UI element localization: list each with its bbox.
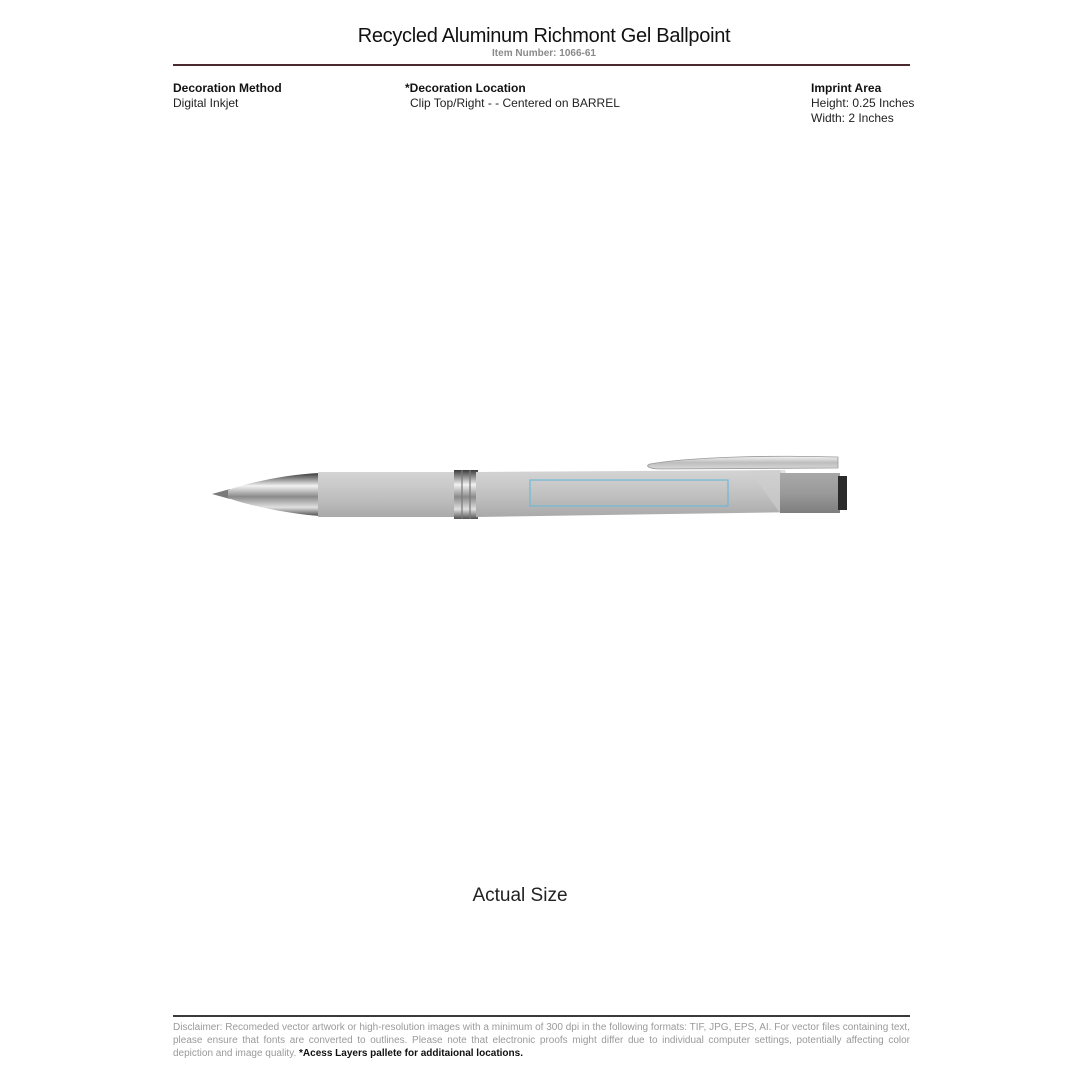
disclaimer-text: Disclaimer: Recomeded vector artwork or high-resolution images with a minimum of 300 dpi in the following formats: TIF, JPG, EPS, AI. For vector files containing text, please ensure that fonts are converted to outlines. Please note that electronic proofs might differ due to individual computer settings, potentially affecting color depiction and image quality. (173, 1022, 910, 1059)
header-divider (173, 64, 910, 66)
footer-divider (173, 1015, 910, 1017)
pen-image (210, 452, 850, 522)
decoration-location-label: *Decoration Location (405, 81, 526, 95)
imprint-area-label: Imprint Area (811, 81, 882, 95)
pen-lower-barrel (318, 472, 456, 517)
product-title: Recycled Aluminum Richmont Gel Ballpoint (357, 25, 731, 47)
decoration-location-section (405, 81, 620, 111)
item-number: Item Number: 1066-61 (492, 48, 596, 59)
decoration-method-value: Digital Inkjet (173, 96, 239, 110)
actual-size-caption: Actual Size (472, 885, 568, 906)
decoration-location-value: Clip Top/Right - - Centered on BARREL (410, 96, 620, 110)
pen-end-cap (780, 473, 840, 513)
pen-upper-barrel (476, 470, 802, 517)
imprint-width: Width: 2 Inches (811, 111, 894, 125)
pen-clip (648, 456, 838, 469)
pen-center-ring (454, 470, 478, 519)
decoration-method-label: Decoration Method (173, 81, 282, 95)
pen-tip (212, 489, 230, 499)
pen-chrome-cone (228, 473, 320, 516)
layers-note: *Acess Layers pallete for additaional locations. (299, 1048, 523, 1059)
imprint-area-section (811, 81, 914, 126)
imprint-height: Height: 0.25 Inches (811, 96, 915, 110)
disclaimer (173, 1021, 910, 1060)
pen-plunger (838, 476, 847, 510)
decoration-method-section (173, 81, 282, 111)
